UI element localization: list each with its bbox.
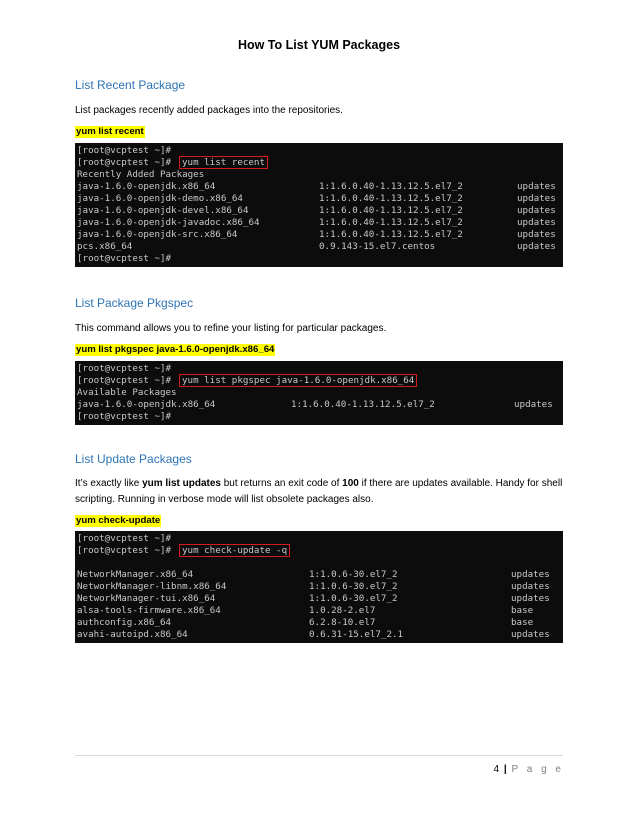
terminal-line (77, 387, 563, 399)
terminal-text: Available Packages (77, 387, 177, 398)
section-heading-pkgspec: List Package Pkgspec (75, 296, 194, 310)
package-name: alsa-tools-firmware.x86_64 (77, 605, 221, 616)
para-text-2: but returns an exit code of (220, 478, 343, 489)
terminal-text: [root@vcptest ~]# (77, 545, 172, 556)
section-heading-update: List Update Packages (75, 452, 192, 466)
terminal-screenshot-pkgspec (75, 361, 563, 425)
terminal-text: [root@vcptest ~]# (77, 253, 172, 264)
highlighted-command: yum check-update -q (179, 544, 290, 557)
package-name: authconfig.x86_64 (77, 617, 172, 628)
package-repo: updates (511, 629, 550, 640)
package-name: NetworkManager-tui.x86_64 (77, 593, 216, 604)
terminal-text: Recently Added Packages (77, 169, 205, 180)
page-footer (494, 764, 564, 775)
para-bold-cmd: yum list updates (142, 478, 221, 489)
package-repo: updates (514, 399, 553, 410)
package-version: 6.2.8-10.el7 (309, 617, 376, 628)
terminal-line (77, 217, 563, 229)
terminal-line (77, 557, 563, 569)
package-name: java-1.6.0-openjdk-src.x86_64 (77, 229, 238, 240)
package-repo: updates (511, 569, 550, 580)
package-repo: updates (517, 205, 556, 216)
package-version: 1:1.6.0.40-1.13.12.5.el7_2 (319, 205, 463, 216)
terminal-text: [root@vcptest ~]# (77, 157, 172, 168)
package-version: 1.0.28-2.el7 (309, 605, 376, 616)
package-name: java-1.6.0-openjdk-devel.x86_64 (77, 205, 249, 216)
package-repo: updates (517, 193, 556, 204)
terminal-line (77, 193, 563, 205)
terminal-line (77, 617, 563, 629)
terminal-line (77, 629, 563, 641)
package-repo: base (511, 617, 534, 628)
terminal-line (77, 181, 563, 193)
package-repo: updates (511, 593, 550, 604)
package-repo: updates (517, 217, 556, 228)
para-text-1: It’s exactly like (75, 478, 143, 489)
para-text-3: if there are updates available. Handy for shell scripting. Running in verbose mode will list obsolete packages also. (75, 478, 563, 505)
package-repo: updates (517, 229, 556, 240)
package-repo: updates (517, 241, 556, 252)
section-paragraph-recent: List packages recently added packages into the repositories. (75, 105, 343, 116)
page-number: 4 (493, 764, 501, 775)
package-repo: base (511, 605, 534, 616)
command-highlight-pkgspec: yum list pkgspec java-1.6.0-openjdk.x86_64 (76, 344, 275, 355)
terminal-text: [root@vcptest ~]# (77, 363, 172, 374)
footer-separator: | (503, 764, 508, 775)
terminal-line (77, 533, 563, 545)
terminal-line (77, 545, 563, 557)
package-name: avahi-autoipd.x86_64 (77, 629, 188, 640)
package-version: 1:1.6.0.40-1.13.12.5.el7_2 (291, 399, 435, 410)
terminal-line (77, 375, 563, 387)
package-name: java-1.6.0-openjdk.x86_64 (77, 399, 216, 410)
package-version: 1:1.0.6-30.el7_2 (309, 581, 398, 592)
package-name: java-1.6.0-openjdk.x86_64 (77, 181, 216, 192)
package-repo: updates (517, 181, 556, 192)
package-repo: updates (511, 581, 550, 592)
terminal-line (77, 229, 563, 241)
terminal-screenshot-recent (75, 143, 563, 267)
terminal-line (77, 169, 563, 181)
terminal-line (77, 569, 563, 581)
terminal-line (77, 399, 563, 411)
highlighted-command: yum list pkgspec java-1.6.0-openjdk.x86_64 (179, 374, 417, 387)
para-bold-code: 100 (342, 478, 359, 489)
command-highlight-update: yum check-update (76, 515, 161, 526)
terminal-text: [root@vcptest ~]# (77, 145, 172, 156)
package-version: 0.6.31-15.el7_2.1 (309, 629, 404, 640)
terminal-text: [root@vcptest ~]# (77, 375, 172, 386)
terminal-text: [root@vcptest ~]# (77, 533, 172, 544)
package-name: NetworkManager-libnm.x86_64 (77, 581, 227, 592)
package-version: 1:1.6.0.40-1.13.12.5.el7_2 (319, 229, 463, 240)
package-version: 1:1.6.0.40-1.13.12.5.el7_2 (319, 193, 463, 204)
terminal-line (77, 145, 563, 157)
terminal-line (77, 205, 563, 217)
section-heading-recent: List Recent Package (75, 78, 186, 92)
document-title: How To List YUM Packages (237, 38, 401, 52)
package-version: 1:1.0.6-30.el7_2 (309, 593, 398, 604)
package-version: 1:1.0.6-30.el7_2 (309, 569, 398, 580)
section-paragraph-pkgspec: This command allows you to refine your listing for particular packages. (75, 323, 387, 334)
package-version: 1:1.6.0.40-1.13.12.5.el7_2 (319, 181, 463, 192)
terminal-line (77, 581, 563, 593)
terminal-screenshot-update (75, 531, 563, 643)
terminal-line (77, 593, 563, 605)
terminal-line (77, 157, 563, 169)
package-version: 0.9.143-15.el7.centos (319, 241, 436, 252)
command-highlight-recent: yum list recent (76, 126, 144, 137)
package-name: pcs.x86_64 (77, 241, 133, 252)
terminal-line (77, 605, 563, 617)
terminal-text: [root@vcptest ~]# (77, 411, 172, 422)
section-paragraph-update (75, 476, 565, 508)
package-version: 1:1.6.0.40-1.13.12.5.el7_2 (319, 217, 463, 228)
footer-divider (75, 755, 563, 756)
terminal-line (77, 253, 563, 265)
package-name: java-1.6.0-openjdk-demo.x86_64 (77, 193, 243, 204)
terminal-line (77, 241, 563, 253)
highlighted-command: yum list recent (179, 156, 268, 169)
package-name: java-1.6.0-openjdk-javadoc.x86_64 (77, 217, 260, 228)
page-label: P a g e (511, 764, 564, 775)
terminal-line (77, 411, 563, 423)
package-name: NetworkManager.x86_64 (77, 569, 194, 580)
